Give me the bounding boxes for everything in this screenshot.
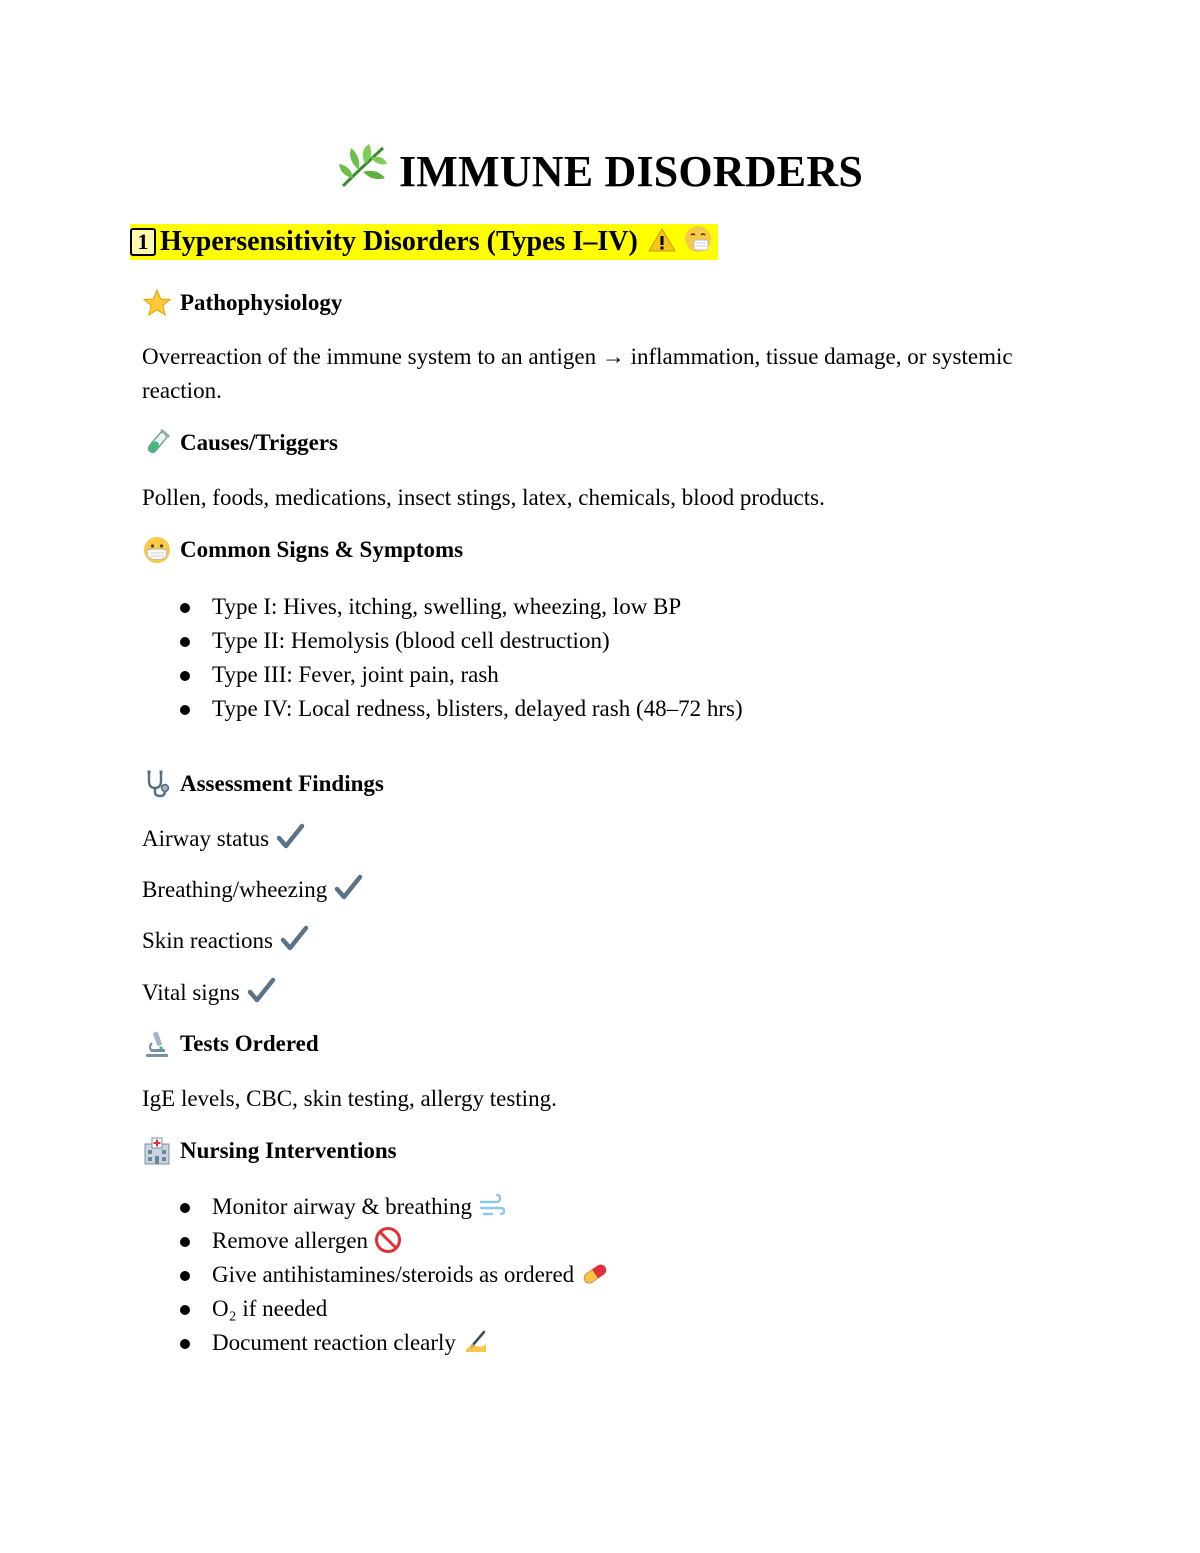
- list-item-text: Type I: Hives, itching, swelling, wheezing, low BP: [212, 594, 682, 619]
- bullet-icon: [180, 705, 190, 715]
- assessment-heading: [142, 769, 384, 799]
- causes-heading: [142, 428, 338, 458]
- writing-hand-icon: [462, 1328, 490, 1356]
- list-item-text: Type IV: Local redness, blisters, delayed rash (48–72 hrs): [212, 696, 743, 721]
- assessment-item-text: Skin reactions: [142, 928, 273, 953]
- bullet-icon: [180, 1203, 190, 1213]
- stethoscope-icon: [142, 769, 172, 799]
- list-item: [180, 1258, 608, 1292]
- list-item-text: Monitor airway & breathing: [212, 1194, 472, 1219]
- pill-icon: [580, 1260, 608, 1288]
- assessment-item: [142, 924, 309, 958]
- list-item-text: O₂ if needed: [212, 1296, 328, 1321]
- hospital-icon: [142, 1136, 172, 1166]
- list-item: [180, 590, 743, 624]
- assessment-item-text: Breathing/wheezing: [142, 877, 328, 902]
- symptoms-heading-text: Common Signs & Symptoms: [180, 537, 464, 562]
- bullet-icon: [180, 671, 190, 681]
- interventions-heading: [142, 1136, 397, 1166]
- list-item-text: Give antihistamines/steroids as ordered: [212, 1262, 575, 1287]
- bullet-icon: [180, 1271, 190, 1281]
- assessment-item: [142, 873, 363, 907]
- causes-text: Pollen, foods, medications, insect stings, latex, chemicals, blood products.: [142, 485, 825, 510]
- prohibited-icon: [374, 1226, 402, 1254]
- page-title: [0, 142, 1200, 201]
- wind-icon: [478, 1192, 506, 1220]
- bullet-icon: [180, 1237, 190, 1247]
- sneezing-face-icon: [682, 224, 714, 260]
- interventions-list: [180, 1190, 608, 1360]
- check-mark-icon: [279, 924, 309, 954]
- section-heading-text: Hypersensitivity Disorders (Types I–IV): [160, 226, 638, 257]
- assessment-item: [142, 822, 305, 856]
- keycap-number-icon: 1: [130, 228, 156, 256]
- test-tube-icon: [142, 428, 172, 458]
- assessment-item: [142, 976, 276, 1010]
- list-item-text: Remove allergen: [212, 1228, 369, 1253]
- list-item: [180, 658, 743, 692]
- list-item-text: Type II: Hemolysis (blood cell destruction): [212, 628, 610, 653]
- bullet-icon: [180, 1305, 190, 1315]
- tests-heading-text: Tests Ordered: [180, 1031, 319, 1056]
- list-item: [180, 1224, 608, 1258]
- warning-icon: [648, 224, 676, 260]
- herb-leaf-icon: [337, 142, 389, 201]
- pathophysiology-text: Overreaction of the immune system to an antigen → inflammation, tissue damage, or systemic reaction.: [142, 344, 1013, 403]
- interventions-heading-text: Nursing Interventions: [180, 1138, 397, 1163]
- section-heading: [130, 224, 718, 260]
- page-title-text: IMMUNE DISORDERS: [398, 147, 864, 196]
- list-item: [180, 624, 743, 658]
- causes-heading-text: Causes/Triggers: [180, 430, 339, 455]
- symptoms-heading: [142, 535, 463, 565]
- star-icon: [142, 288, 172, 318]
- check-mark-icon: [246, 976, 276, 1006]
- bullet-icon: [180, 1339, 190, 1349]
- bullet-icon: [180, 637, 190, 647]
- list-item-text: Document reaction clearly: [212, 1330, 456, 1355]
- check-mark-icon: [275, 822, 305, 852]
- pathophysiology-heading-text: Pathophysiology: [180, 290, 343, 315]
- list-item: [180, 1292, 608, 1326]
- assessment-heading-text: Assessment Findings: [180, 771, 384, 796]
- tests-text: IgE levels, CBC, skin testing, allergy testing.: [142, 1086, 557, 1111]
- symptoms-list: [180, 590, 743, 726]
- bullet-icon: [180, 603, 190, 613]
- microscope-icon: [142, 1029, 172, 1059]
- tests-heading: [142, 1029, 319, 1059]
- pathophysiology-heading: [142, 288, 342, 318]
- list-item: [180, 1326, 608, 1360]
- face-with-mask-icon: [142, 535, 172, 565]
- assessment-item-text: Airway status: [142, 826, 270, 851]
- list-item: [180, 692, 743, 726]
- list-item: [180, 1190, 608, 1224]
- list-item-text: Type III: Fever, joint pain, rash: [212, 662, 499, 687]
- assessment-item-text: Vital signs: [142, 980, 240, 1005]
- check-mark-icon: [333, 873, 363, 903]
